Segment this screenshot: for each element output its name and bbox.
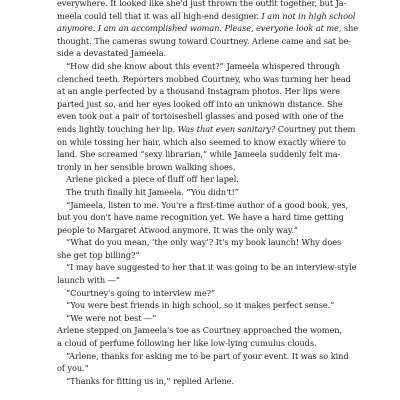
text-segment: “How did she know about this event?” Jameela whispered through bbox=[66, 60, 340, 71]
text-line bbox=[57, 60, 340, 73]
text-line bbox=[57, 0, 347, 10]
text-line bbox=[57, 22, 359, 35]
text-segment: “You were best friends in high school, so it makes perfect sense.” bbox=[66, 300, 335, 311]
text-line bbox=[57, 161, 340, 174]
text-segment: everywhere. It looked like she'd just thrown the outfit together, but Ja- bbox=[57, 0, 347, 8]
text-line bbox=[57, 224, 340, 237]
text-line bbox=[57, 148, 340, 161]
text-line bbox=[57, 337, 340, 350]
text-segment: tronly in her sensible brown walking shoes. bbox=[57, 161, 236, 172]
text-segment: thought. The cameras swung toward Courtney. Arlene came and sat be- bbox=[57, 35, 352, 46]
text-line bbox=[57, 312, 340, 325]
text-segment: “Jameela, listen to me. You're a first-time author of a good book, yes, bbox=[66, 199, 349, 210]
text-segment: on while tossing her hair, which also seemed to know exactly where to bbox=[57, 136, 346, 147]
text-segment: “We were not best —” bbox=[66, 312, 157, 323]
text-segment: “I may have suggested to her that it was going to be an interview-style bbox=[66, 262, 357, 273]
text-segment: land. She screamed “sexy librarian,” while Jameela suddenly felt ma- bbox=[57, 149, 341, 160]
text-segment: even took out a pair of tortoiseshell glasses and posed with one of the bbox=[57, 111, 344, 122]
italic-text-segment: anymore. I am an accomplished woman. Please, everyone look at me, bbox=[57, 23, 342, 34]
text-segment: she bbox=[341, 23, 359, 34]
italic-text-segment: I am not in high school bbox=[261, 10, 356, 21]
text-segment: “What do you mean, ‘the only way’? It's my book launch! Why does bbox=[66, 237, 342, 248]
text-line bbox=[57, 35, 352, 48]
text-line bbox=[57, 123, 356, 136]
text-segment: of you.” bbox=[57, 363, 89, 374]
text-segment: “Arlene, thanks for asking me to be part of your event. It was so kind bbox=[66, 350, 349, 361]
book-page-text bbox=[57, 0, 359, 387]
text-line bbox=[57, 350, 349, 363]
text-line bbox=[57, 173, 340, 186]
text-line bbox=[57, 47, 340, 60]
text-segment: “Thanks for fitting us in,” replied Arlene. bbox=[66, 375, 234, 386]
text-line bbox=[57, 199, 349, 212]
text-line bbox=[57, 211, 344, 224]
text-line bbox=[57, 261, 357, 274]
text-segment: Arlene stepped on Jameela's toe as Courtney approached the women, bbox=[57, 325, 343, 336]
text-segment: launch with —” bbox=[57, 275, 120, 286]
text-line bbox=[57, 110, 344, 123]
text-segment: meela could tell that it was all high-end designer. bbox=[57, 10, 262, 21]
text-segment: parted just so, and her eyes looked off into an unknown distance. She bbox=[57, 98, 343, 109]
text-segment: Courtney put them bbox=[275, 123, 356, 134]
text-line bbox=[57, 186, 340, 199]
text-segment: side a devastated Jameela. bbox=[57, 48, 167, 59]
text-line bbox=[57, 136, 346, 149]
text-line bbox=[57, 236, 340, 249]
text-segment: a cloud of perfume following her like low-lying cumulus clouds. bbox=[57, 338, 317, 349]
text-segment: Arlene picked a piece of fluff off her lapel. bbox=[66, 174, 239, 185]
text-segment: “Courtney's going to interview me?” bbox=[66, 287, 216, 298]
text-segment: at an angle perfected by a thousand Instagram photos. Her lips were bbox=[57, 86, 341, 97]
text-segment: but you don't have name recognition yet. We have a hard time getting bbox=[57, 212, 344, 223]
text-line bbox=[57, 287, 340, 300]
text-line bbox=[57, 98, 343, 111]
text-line bbox=[57, 299, 340, 312]
text-line bbox=[57, 375, 340, 388]
text-line bbox=[57, 10, 356, 23]
text-line bbox=[57, 274, 340, 287]
text-line bbox=[57, 249, 340, 262]
text-segment: clenched teeth. Reporters mobbed Courtney, who was turning her head bbox=[57, 73, 351, 84]
text-line bbox=[57, 73, 351, 86]
text-segment: people to Margaret Atwood anymore. It was the only way.” bbox=[57, 224, 299, 235]
text-line bbox=[57, 324, 343, 337]
text-segment: The truth finally hit Jameela. “You didn't!” bbox=[66, 186, 239, 197]
text-segment: she get top billing?” bbox=[57, 249, 140, 260]
italic-text-segment: Was that even sanitary? bbox=[177, 123, 276, 134]
text-line bbox=[57, 362, 340, 375]
text-line bbox=[57, 85, 340, 98]
text-segment: ends lightly touching her lip. bbox=[57, 123, 178, 134]
